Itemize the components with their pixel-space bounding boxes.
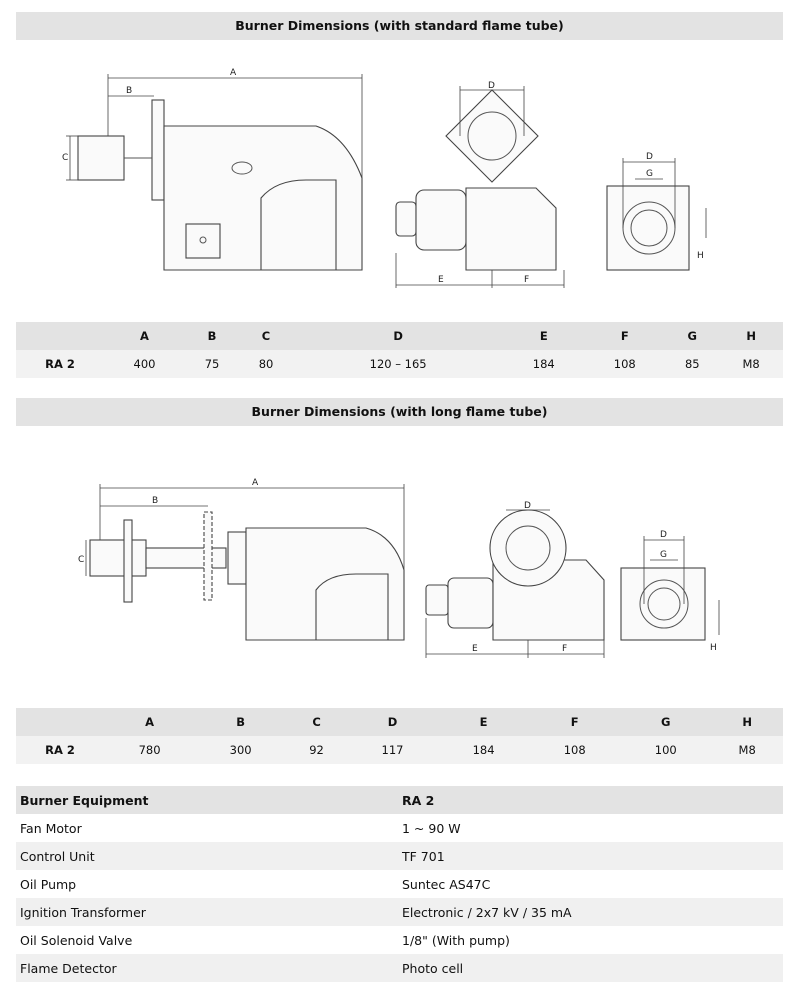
long-flame-tube <box>90 540 146 576</box>
motor <box>416 190 466 250</box>
col-header: B <box>185 322 239 350</box>
col-header: E <box>503 322 584 350</box>
table-cell: M8 <box>719 350 783 378</box>
flange-round <box>490 510 566 586</box>
table-cell: 108 <box>584 350 665 378</box>
table-cell: 120 – 165 <box>293 350 503 378</box>
dimensions-table-standard <box>16 322 783 378</box>
section2-title: Burner Dimensions (with long flame tube) <box>16 398 783 426</box>
dim-label-E-long: E <box>472 644 478 654</box>
col-header: C <box>239 322 293 350</box>
dim-label-E: E <box>438 275 444 285</box>
dim-label-A: A <box>230 68 237 78</box>
table-row: Oil Pump Suntec AS47C <box>20 876 491 892</box>
dim-label-B-long: B <box>152 496 159 506</box>
flange-rear <box>204 512 212 600</box>
col-header: F <box>529 708 620 736</box>
dim-label-C-long: C <box>78 555 85 565</box>
mounting-plate <box>607 186 689 270</box>
table-cell: 92 <box>286 736 347 764</box>
col-header: C <box>286 708 347 736</box>
table-row <box>16 736 783 764</box>
table-row: Control Unit TF 701 <box>16 842 783 870</box>
table-cell: 184 <box>438 736 529 764</box>
col-header: D <box>347 708 438 736</box>
dim-label-G-long: G <box>660 550 667 560</box>
table-row: Ignition Transformer Electronic / 2x7 kV / 35 mA <box>16 898 783 926</box>
table-row: Fan Motor 1 ~ 90 W <box>20 820 461 836</box>
dim-label-C: C <box>62 153 69 163</box>
table-cell: 117 <box>347 736 438 764</box>
col-header: H <box>711 708 783 736</box>
row-label: RA 2 <box>16 350 104 378</box>
table-row: Flame Detector Photo cell <box>16 954 783 982</box>
dim-label-D2-long: D <box>660 530 667 540</box>
control-box <box>186 224 220 258</box>
equipment-col-header: Burner Equipment <box>16 786 398 814</box>
dim-label-B: B <box>126 86 133 96</box>
mounting-plate-2 <box>621 568 705 640</box>
equipment-header-row <box>16 786 783 814</box>
col-header: H <box>719 322 783 350</box>
dim-label-H: H <box>697 251 704 261</box>
front-body <box>466 188 556 270</box>
standard-flame-tube-drawing <box>16 48 783 298</box>
table-cell: 108 <box>529 736 620 764</box>
drawing-svg-1 <box>16 48 783 298</box>
fan-housing-2 <box>316 574 388 640</box>
col-header: G <box>665 322 719 350</box>
table-row <box>16 350 783 378</box>
table-cell: 300 <box>195 736 286 764</box>
dim-label-D: D <box>488 81 495 91</box>
col-header: A <box>104 708 195 736</box>
table-cell: 780 <box>104 736 195 764</box>
table-row: Oil Solenoid Valve 1/8" (With pump) <box>20 932 510 948</box>
dim-label-F: F <box>524 275 530 285</box>
col-header: B <box>195 708 286 736</box>
dim-label-H-long: H <box>710 643 717 653</box>
col-header: A <box>104 322 185 350</box>
col-header: G <box>620 708 711 736</box>
flame-tube <box>78 136 124 180</box>
col-header: D <box>293 322 503 350</box>
tube-collar <box>228 532 246 584</box>
flange-front <box>124 520 132 602</box>
mounting-flange <box>152 100 164 200</box>
table-cell: 400 <box>104 350 185 378</box>
section1-title: Burner Dimensions (with standard flame tube) <box>16 12 783 40</box>
equipment-col-header: RA 2 <box>398 786 783 814</box>
fan-housing <box>261 180 336 270</box>
dim-label-D2: D <box>646 152 653 162</box>
dim-label-A-long: A <box>252 478 259 488</box>
col-header: F <box>584 322 665 350</box>
tube-extension <box>146 548 226 568</box>
table-cell: M8 <box>711 736 783 764</box>
row-label: RA 2 <box>16 736 104 764</box>
motor-cap <box>396 202 416 236</box>
table-cell: 184 <box>503 350 584 378</box>
dimensions-table-long <box>16 708 783 764</box>
table-cell: 80 <box>239 350 293 378</box>
burner-equipment-table <box>16 786 783 982</box>
table-cell: 85 <box>665 350 719 378</box>
dim-label-F-long: F <box>562 644 568 654</box>
col-header: E <box>438 708 529 736</box>
table-cell: 75 <box>185 350 239 378</box>
dim-label-G: G <box>646 169 653 179</box>
table-header-row <box>16 708 783 736</box>
dim-label-D-long: D <box>524 501 531 511</box>
long-flame-tube-drawing <box>16 440 783 700</box>
table-header-row <box>16 322 783 350</box>
motor-2 <box>448 578 493 628</box>
table-cell: 100 <box>620 736 711 764</box>
drawing-svg-2 <box>16 440 783 700</box>
